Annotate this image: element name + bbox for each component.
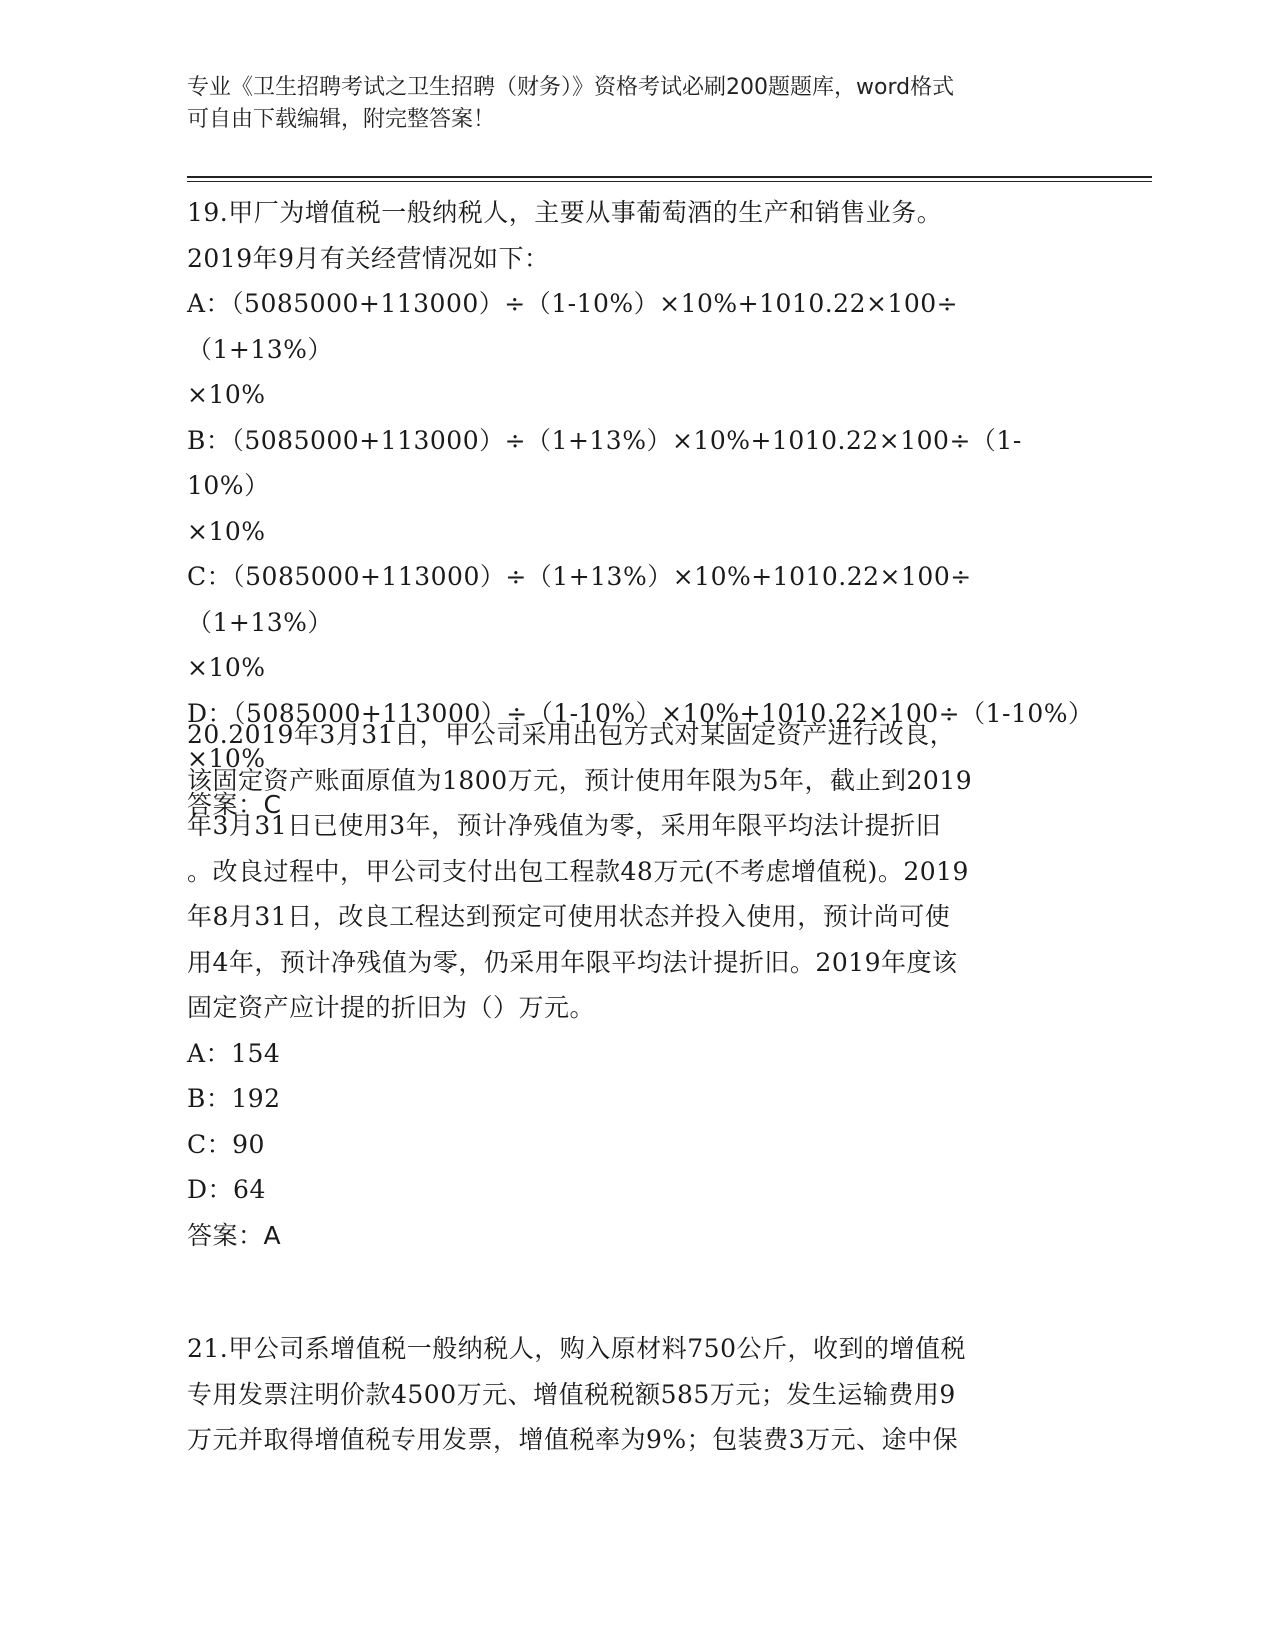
document-header — [187, 72, 1067, 136]
option-c-continued: ×10% — [187, 653, 266, 682]
question-stem-line: 用4年，预计净残值为零，仍采用年限平均法计提折旧。2019年度该 — [187, 947, 958, 977]
option-d: D：64 — [187, 1175, 266, 1204]
question-stem-line: 21.甲公司系增值税一般纳税人，购入原材料750公斤，收到的增值税 — [187, 1334, 966, 1363]
question-stem-line: 年3月31日已使用3年，预计净残值为零，采用年限平均法计提折旧 — [187, 811, 942, 840]
option-d-continued: ×10% — [187, 744, 266, 773]
option-a: A：154 — [187, 1038, 281, 1068]
answer: 答案：A — [187, 1220, 282, 1250]
answer: 答案：C — [187, 789, 282, 819]
question-stem-line: 20.2019年3月31日，甲公司采用出包方式对某固定资产进行改良， — [187, 720, 956, 749]
question-21 — [187, 1326, 1087, 1463]
header-line: 专业《卫生招聘考试之卫生招聘（财务）》资格考试必刷200题题库，word格式 — [187, 75, 955, 100]
question-stem-line: 年8月31日，改良工程达到预定可使用状态并投入使用，预计尚可使 — [187, 902, 951, 931]
question-stem-line: 2019年9月有关经营情况如下： — [187, 243, 550, 273]
question-stem-line: 万元并取得增值税专用发票，增值税率为9%；包装费3万元、途中保 — [187, 1425, 959, 1454]
question-20 — [187, 712, 1087, 1258]
option-c: C：（5085000+113000）÷（1+13%）×10%+1010.22×100÷（1+13%） — [187, 562, 972, 637]
question-stem-line: 该固定资产账面原值为1800万元，预计使用年限为5年，截止到2019 — [187, 765, 973, 795]
header-rule-thick — [187, 176, 1152, 178]
header-line: 可自由下载编辑，附完整答案！ — [187, 107, 496, 132]
question-stem-line: 固定资产应计提的折旧为（）万元。 — [187, 993, 596, 1022]
question-stem-line: 专用发票注明价款4500万元、增值税税额585万元；发生运输费用9 — [187, 1379, 956, 1409]
header-rule-thin — [187, 181, 1152, 182]
question-stem-line: 。改良过程中，甲公司支付出包工程款48万元(不考虑增值税)。2019 — [187, 856, 969, 886]
option-a: A：（5085000+113000）÷（1-10%）×10%+1010.22×100÷（1+13%） — [187, 289, 959, 364]
option-b: B：192 — [187, 1084, 281, 1113]
option-b: B：（5085000+113000）÷（1+13%）×10%+1010.22×100÷（1-10%） — [187, 425, 1022, 500]
option-c: C：90 — [187, 1129, 265, 1159]
option-a-continued: ×10% — [187, 380, 266, 409]
question-stem-line: 19.甲厂为增值税一般纳税人，主要从事葡萄酒的生产和销售业务。 — [187, 198, 943, 227]
option-d: D：（5085000+113000）÷（1-10%）×10%+1010.22×100÷（1-10%） — [187, 698, 1094, 728]
option-b-continued: ×10% — [187, 516, 266, 546]
